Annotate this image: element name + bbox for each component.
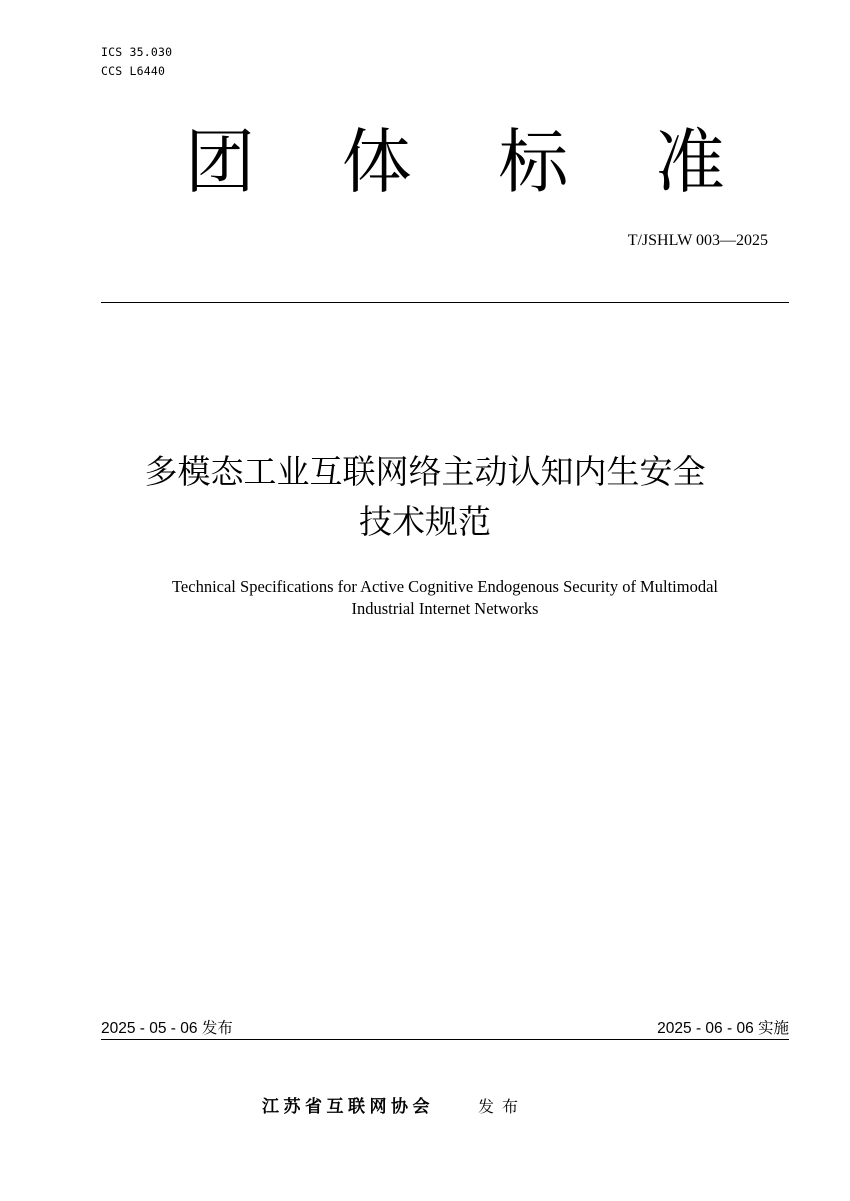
english-title-line-2: Industrial Internet Networks [351,599,539,618]
header-divider [101,302,789,303]
chinese-title-line-1: 多模态工业互联网络主动认知内生安全 [144,452,706,491]
standard-type-char: 团 [185,121,255,203]
standard-type-heading [185,122,725,202]
publisher-action: 发布 [478,1097,527,1116]
classification-codes [101,43,172,81]
chinese-title-line-2: 技术规范 [359,502,491,541]
issue-date: 2025 - 05 - 06 发布 [101,1020,233,1037]
english-title [60,576,830,620]
ccs-code: CCS L6440 [101,64,166,78]
publisher-name: 江苏省互联网协会 [262,1097,434,1117]
footer-divider [101,1039,789,1040]
standard-number: T/JSHLW 003—2025 [627,232,768,249]
date-row [101,1019,789,1039]
ics-code: ICS 35.030 [101,45,173,59]
implementation-date: 2025 - 06 - 06 实施 [657,1020,789,1037]
standard-type-char: 体 [341,121,412,203]
standard-type-char: 标 [498,121,569,203]
english-title-line-1: Technical Specifications for Active Cognitive Endogenous Security of Multimodal [172,577,718,596]
chinese-title [60,447,790,547]
standard-type-char: 准 [654,121,725,203]
publisher-line [262,1095,526,1119]
